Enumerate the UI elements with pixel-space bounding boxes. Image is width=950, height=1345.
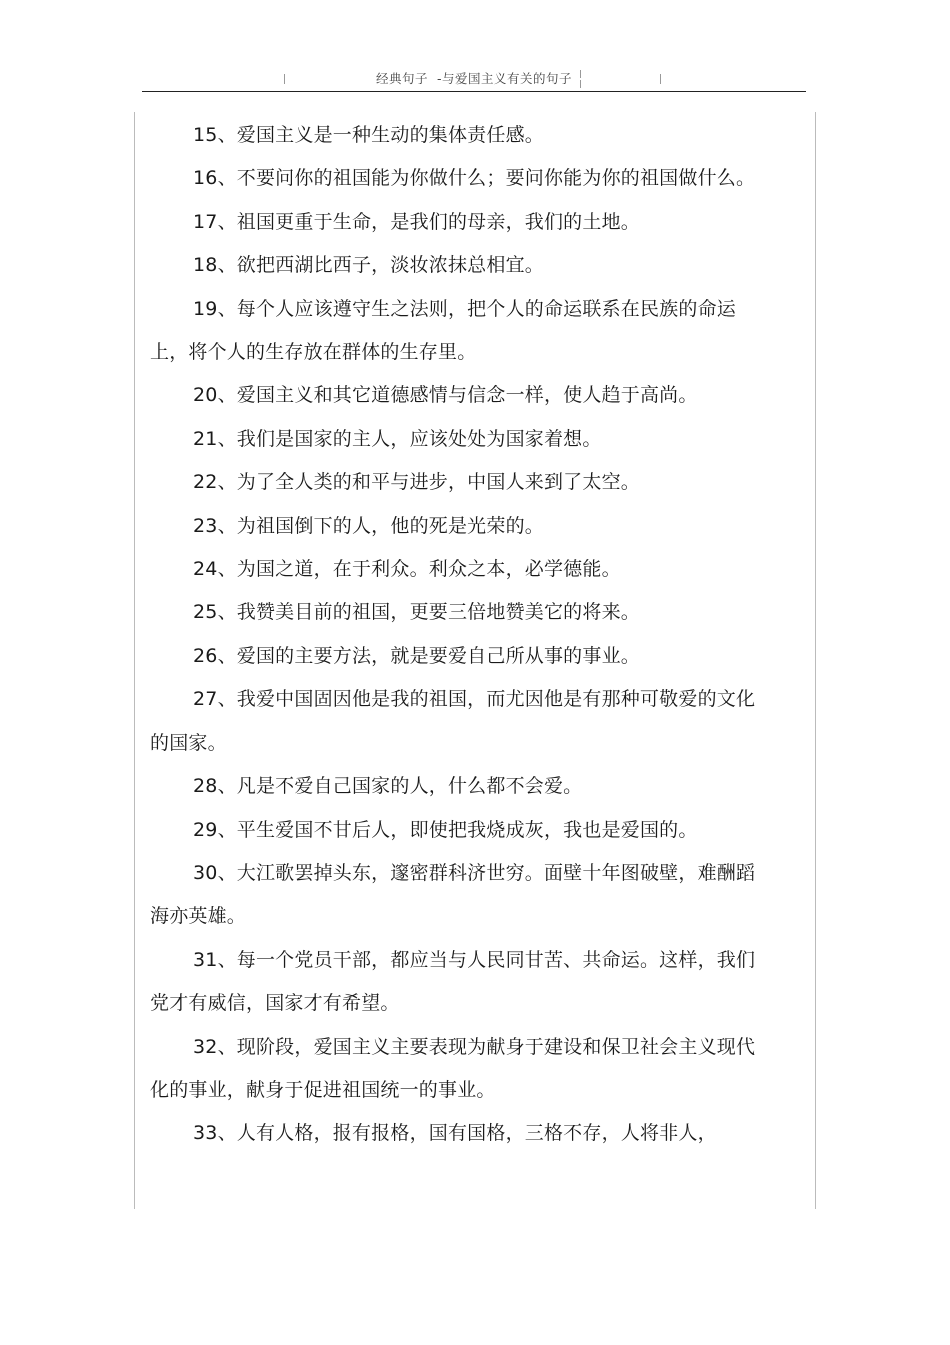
quote-list <box>150 114 760 1156</box>
header-tick-mid-lower <box>580 80 581 88</box>
quote-item: 26、爱国的主要方法，就是要爱自己所从事的事业。 <box>193 644 640 667</box>
quote-item: 21、我们是国家的主人，应该处处为国家着想。 <box>193 427 602 450</box>
quote-item: 17、祖国更重于生命，是我们的母亲，我们的土地。 <box>193 210 640 233</box>
quote-item: 18、欲把西湖比西子，淡妆浓抹总相宜。 <box>193 254 544 277</box>
quote-item: 22、为了全人类的和平与进步，中国人来到了太空。 <box>193 471 640 494</box>
page-header <box>142 64 806 92</box>
quote-item: 27、我爱中国固因他是我的祖国，而尤因他是有那种可敬爱的文化的国家。 <box>150 688 756 754</box>
quote-item: 19、每个人应该遵守生之法则，把个人的命运联系在民族的命运上，将个人的生存放在群体的生存里。 <box>150 297 736 364</box>
quote-item: 33、人有人格，报有报格，国有国格，三格不存，人将非人， <box>193 1122 717 1145</box>
quote-item: 30、大江歌罢掉头东，邃密群科济世穷。面壁十年图破壁，难酬蹈海亦英雄。 <box>150 861 756 928</box>
quote-item: 16、不要问你的祖国能为你做什么；要问你能为你的祖国做什么。 <box>193 167 756 190</box>
quote-item: 32、现阶段，爱国主义主要表现为献身于建设和保卫社会主义现代化的事业，献身于促进祖国统一的事业。 <box>150 1035 756 1101</box>
quote-item: 31、每一个党员干部，都应当与人民同甘苦、共命运。这样，我们党才有威信，国家才有希望。 <box>150 948 756 1015</box>
header-tick-right <box>660 74 661 84</box>
quote-item: 24、为国之道，在于利众。利众之本，必学德能。 <box>193 558 621 581</box>
right-margin-line <box>815 112 816 1209</box>
left-margin-line <box>134 112 135 1209</box>
quote-item: 25、我赞美目前的祖国，更要三倍地赞美它的将来。 <box>193 601 640 624</box>
quote-item: 29、平生爱国不甘后人，即使把我烧成灰，我也是爱国的。 <box>193 818 698 841</box>
quote-item: 15、爱国主义是一种生动的集体责任感。 <box>193 124 544 146</box>
header-title: 经典句子 -与爱国主义有关的句子 <box>376 71 572 86</box>
quote-item: 20、爱国主义和其它道德感情与信念一样，使人趋于高尚。 <box>193 384 698 407</box>
quote-item: 23、为祖国倒下的人，他的死是光荣的。 <box>193 514 544 537</box>
header-tick-mid <box>580 70 581 78</box>
quote-item: 28、凡是不爱自己国家的人，什么都不会爱。 <box>193 775 583 798</box>
header-rule <box>142 91 806 92</box>
